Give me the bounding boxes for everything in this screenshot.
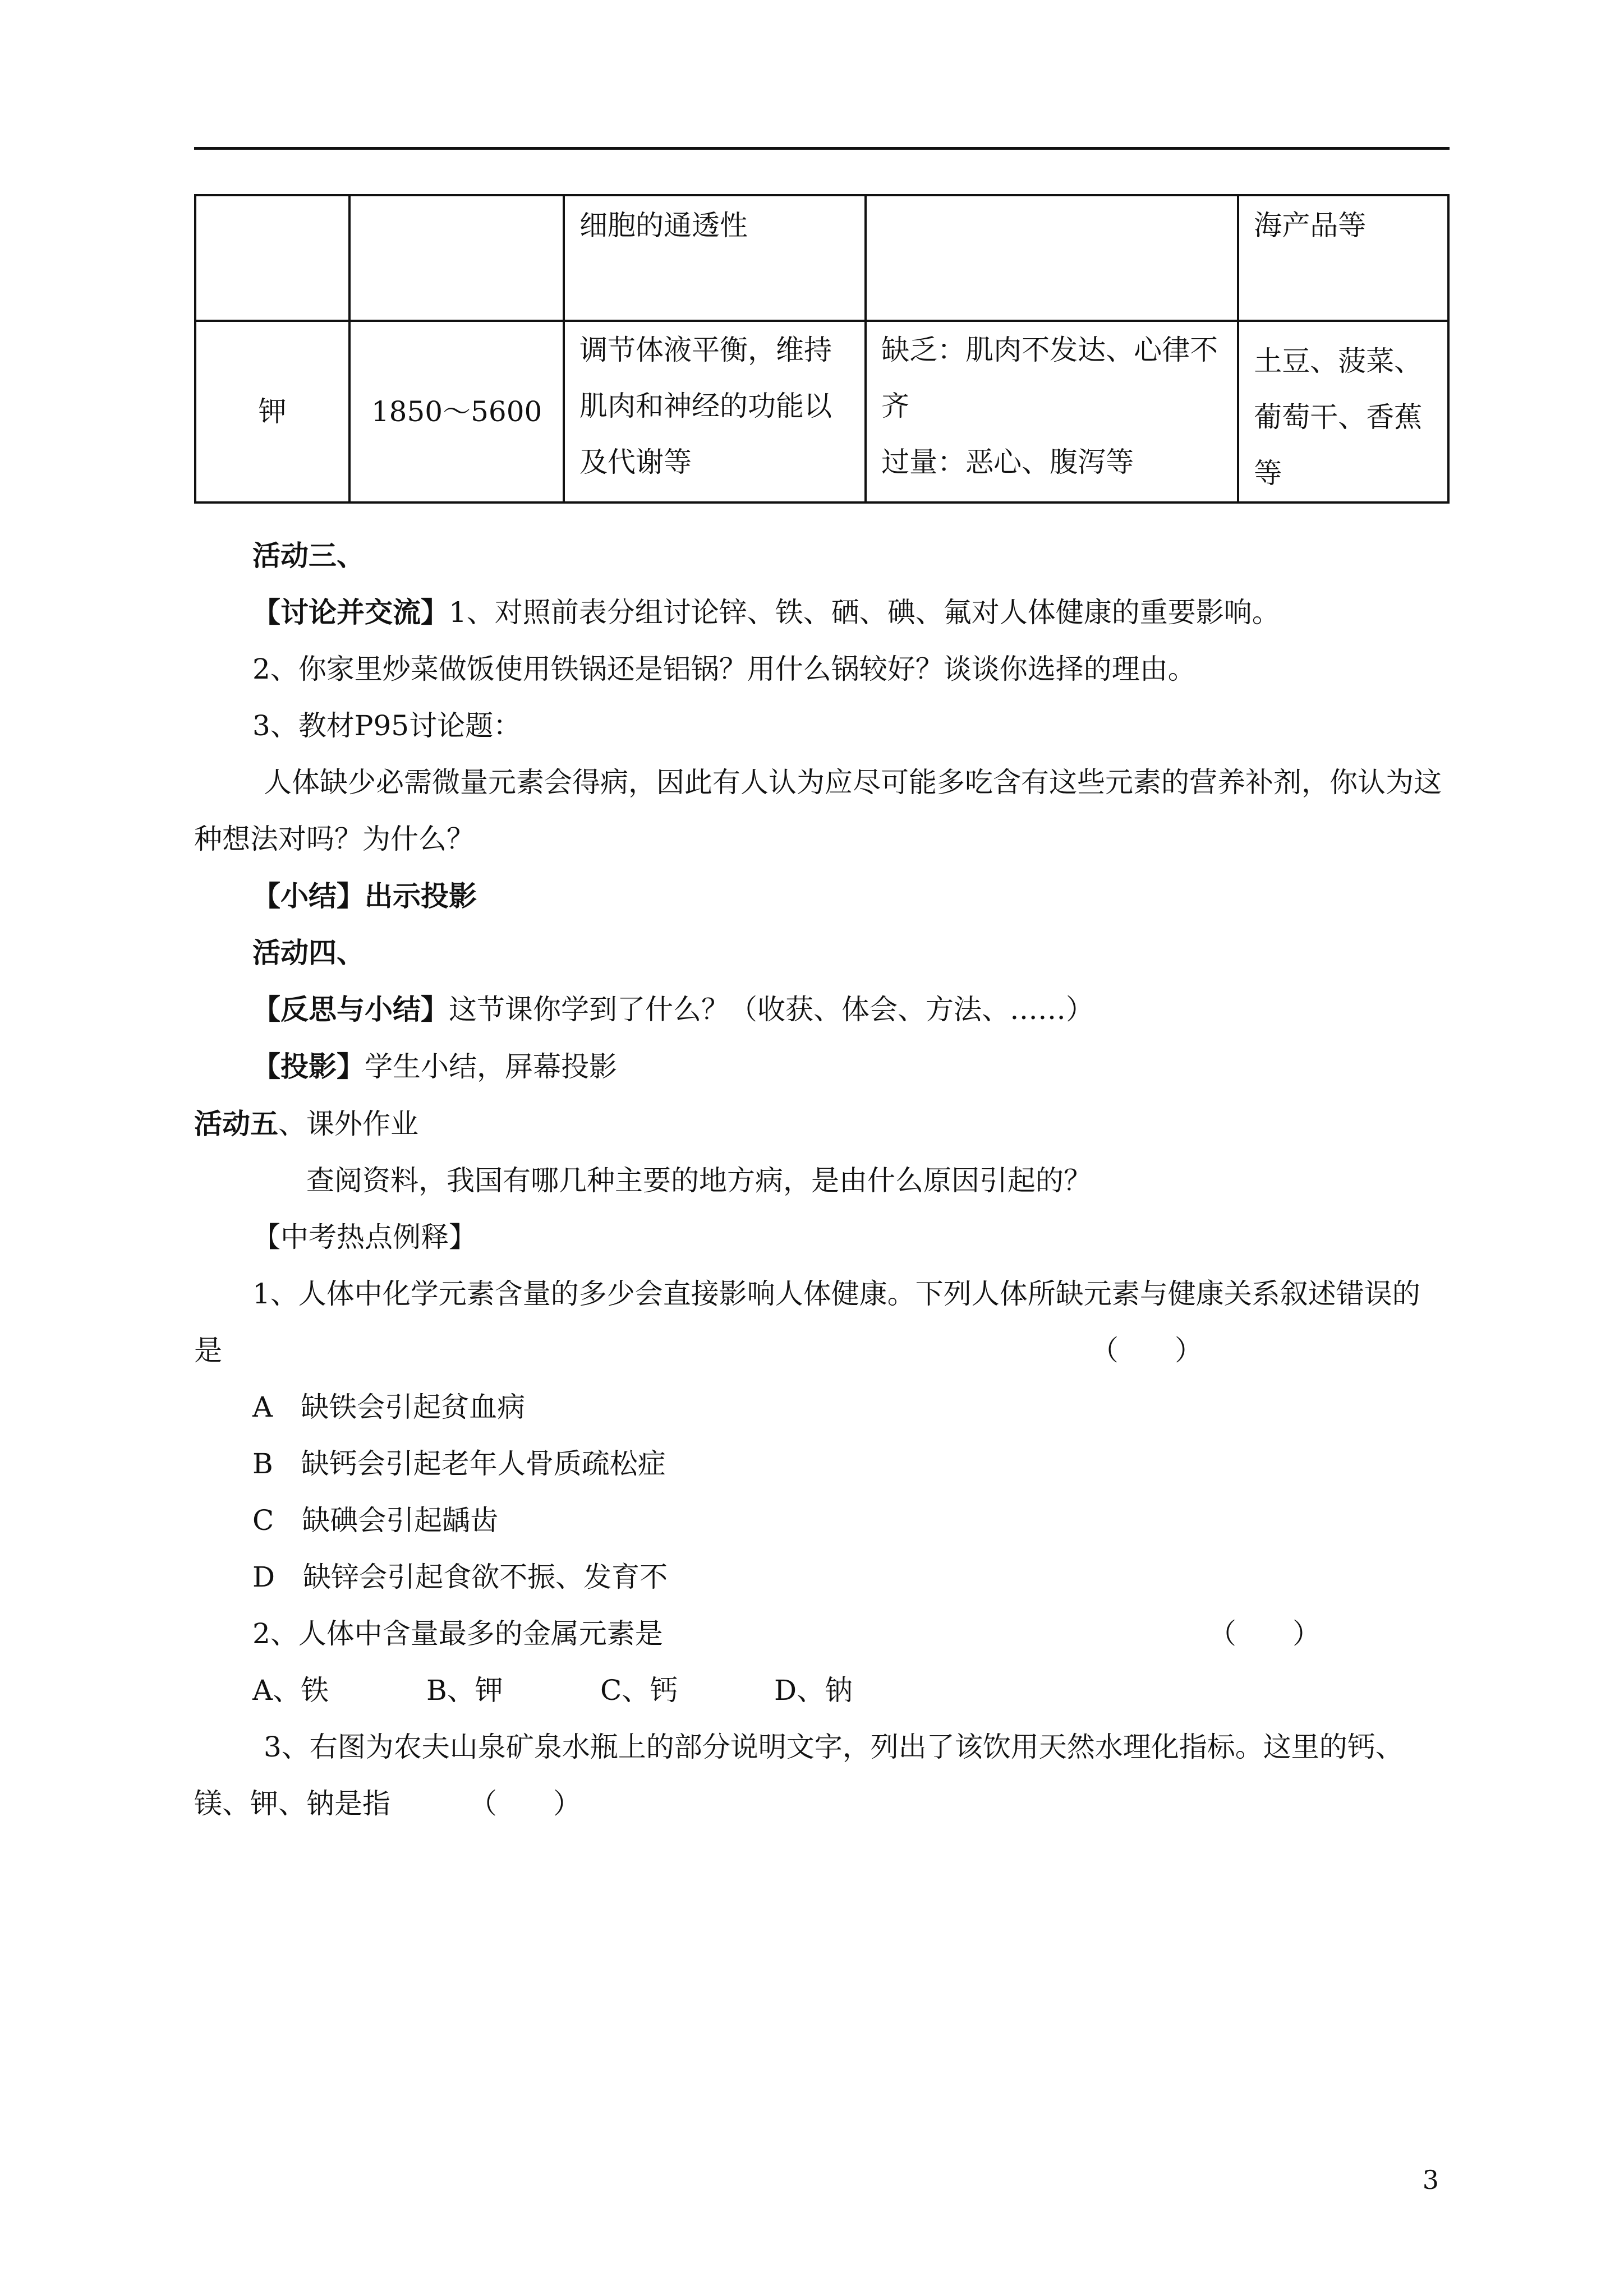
- discuss-q2: 2、你家里炒菜做饭使用铁锅还是铝锅？用什么锅较好？谈谈你选择的理由。: [252, 653, 1196, 685]
- example-q3-text: 3、右图为农夫山泉矿泉水瓶上的部分说明文字，列出了该饮用天然水理化指标。这里的钙、镁、钾、钠是指: [194, 1731, 1404, 1820]
- option-d: D、钠: [774, 1674, 853, 1707]
- reflect-text: 这节课你学到了什么？（收获、体会、方法、……）: [449, 993, 1094, 1026]
- discuss-q3: 3、教材P95讨论题：: [252, 709, 522, 742]
- example-q1-tail-text: 是: [194, 1334, 222, 1367]
- answer-paren: （ ）: [1091, 1334, 1203, 1367]
- answer-paren: （ ）: [1208, 1617, 1321, 1650]
- table-cell: [195, 195, 349, 321]
- examples-heading: 【中考热点例释】: [252, 1221, 477, 1253]
- option-b: B 缺钙会引起老年人骨质疏松症: [252, 1447, 666, 1480]
- homework-task: 查阅资料，我国有哪几种主要的地方病，是由什么原因引起的？: [306, 1164, 1092, 1197]
- example-q3: [194, 1719, 1450, 1832]
- table-cell: 细胞的通透性: [564, 195, 866, 321]
- option-a: A 缺铁会引起贫血病: [252, 1391, 526, 1423]
- option-c: C、钙: [600, 1674, 678, 1707]
- document-body: [194, 527, 1450, 1832]
- activity5-title-bold: 活动五: [194, 1107, 278, 1140]
- table-row: [195, 321, 1448, 502]
- option-d: D 缺锌会引起食欲不振、发育不: [252, 1561, 668, 1593]
- function-cell: 调节体液平衡，维持肌肉和神经的功能以及代谢等: [564, 321, 866, 502]
- discuss-label: 【讨论并交流】: [252, 596, 449, 629]
- effects-cell: [866, 321, 1238, 502]
- table-cell: [349, 195, 564, 321]
- projection-text: 学生小结，屏幕投影: [365, 1050, 617, 1083]
- activity5-title-rest: 、课外作业: [278, 1108, 418, 1140]
- table-cell: [866, 195, 1238, 321]
- intake-range-cell: 1850～5600: [349, 321, 564, 502]
- example-q2-options: [194, 1662, 1450, 1719]
- header-rule: [194, 147, 1450, 150]
- deficiency-text: 缺乏：肌肉不发达、心律不齐: [881, 334, 1218, 422]
- summary-line: 【小结】出示投影: [252, 879, 477, 912]
- discuss-q3-text: 人体缺少必需微量元素会得病，因此有人认为应尽可能多吃含有这些元素的营养补剂，你认为这种想法对吗？为什么？: [194, 766, 1442, 855]
- activity5-title: [194, 1095, 1450, 1152]
- discuss-q1-text: 1、对照前表分组讨论锌、铁、硒、碘、氟对人体健康的重要影响。: [449, 596, 1280, 629]
- example-q2-text: 2、人体中含量最多的金属元素是: [252, 1617, 663, 1650]
- element-name-cell: 钾: [195, 321, 349, 502]
- reflect-label: 【反思与小结】: [252, 993, 449, 1026]
- discuss-q1: [194, 584, 1450, 641]
- option-a: A、铁: [252, 1674, 329, 1707]
- example-q1-tail: [194, 1322, 1450, 1379]
- activity3-title: 活动三、: [252, 539, 365, 572]
- excess-text: 过量：恶心、腹泻等: [881, 446, 1134, 478]
- option-b: B、钾: [426, 1674, 503, 1707]
- food-source-cell: 土豆、菠菜、葡萄干、香蕉等: [1238, 321, 1448, 502]
- example-q2: [194, 1606, 1450, 1662]
- table-row: [195, 195, 1448, 321]
- projection-label: 【投影】: [252, 1050, 365, 1083]
- projection-line: [194, 1038, 1450, 1095]
- page-number: 3: [1422, 2165, 1439, 2195]
- reflect-line: [194, 981, 1450, 1038]
- example-q1: 1、人体中化学元素含量的多少会直接影响人体健康。下列人体所缺元素与健康关系叙述错误的: [252, 1278, 1420, 1310]
- answer-paren: （ ）: [469, 1787, 581, 1820]
- nutrient-table: [194, 194, 1450, 504]
- table-cell: 海产品等: [1238, 195, 1448, 321]
- activity4-title: 活动四、: [252, 936, 365, 969]
- option-c: C 缺碘会引起龋齿: [252, 1504, 499, 1537]
